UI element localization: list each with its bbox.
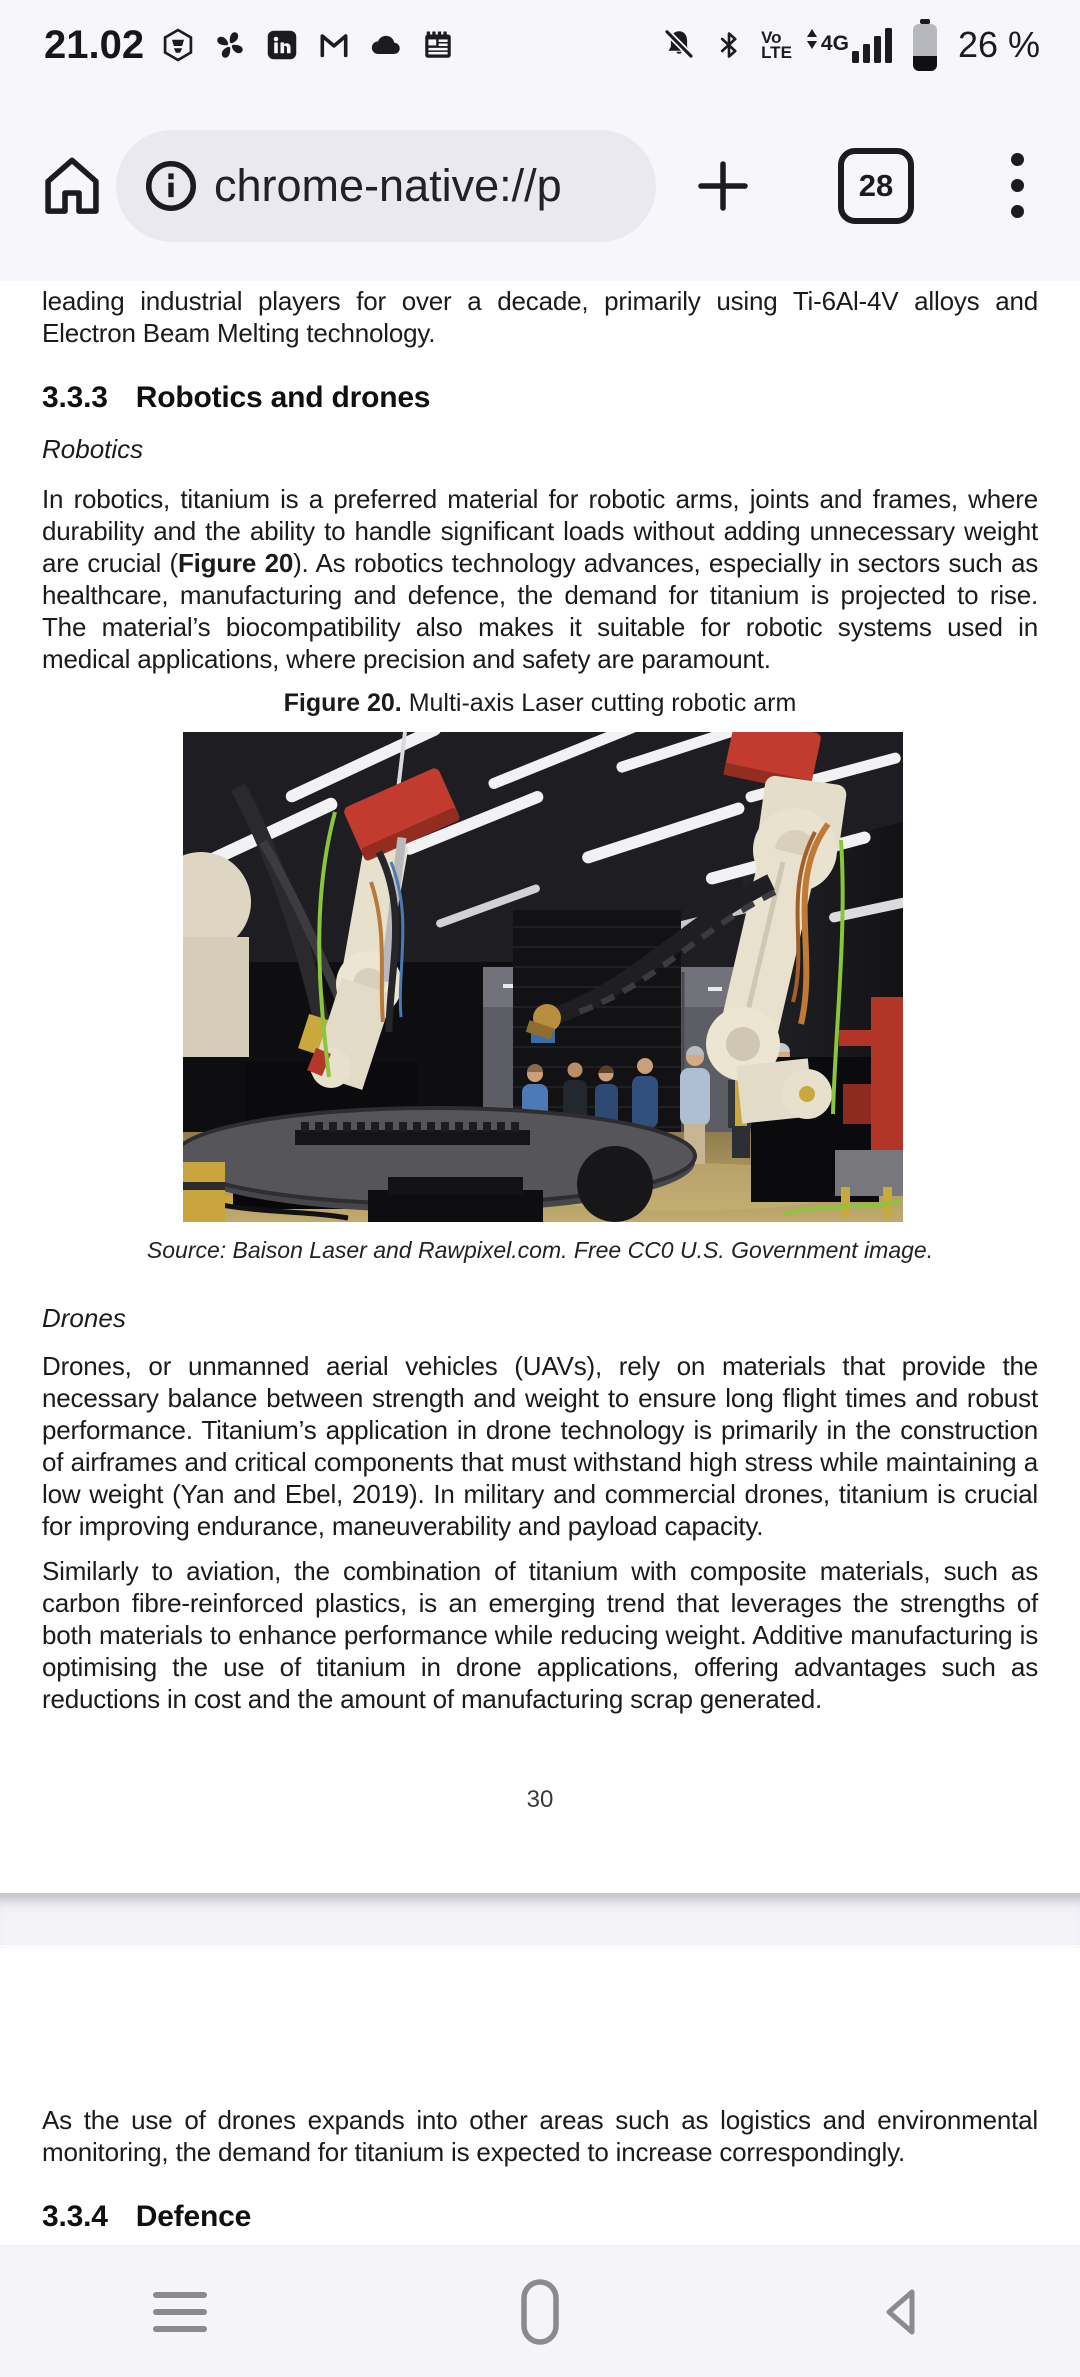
- new-tab-button[interactable]: [688, 151, 758, 221]
- robotics-subheading: Robotics: [42, 434, 144, 464]
- logistics-paragraph: As the use of drones expands into other areas such as logistics and environmental monitoring, the demand for titanium is expected to increase correspondingly.: [42, 2105, 1038, 2167]
- status-bar-right: [661, 17, 1040, 73]
- robotics-paragraph: In robotics, titanium is a preferred material for robotic arms, joints and frames, where durability and the ability to handle significant loads without adding unnecessary weight are crucial (Figure 20). As robotics technology advances, especially in sectors such as healthcare, manufacturing and defence, the demand for titanium is projected to rise. The material’s biocompatibility also makes it suitable for robotic systems used in medical applications, where precision and safety are paramount.: [42, 484, 1039, 674]
- robot-photo-illustration: [183, 732, 903, 1222]
- recents-menu-icon[interactable]: [0, 2246, 360, 2377]
- page-info-icon[interactable]: [142, 157, 200, 215]
- kebab-menu-icon[interactable]: [992, 151, 1042, 221]
- bell-slash-icon: [661, 27, 697, 63]
- intro-paragraph: leading industrial players for over a decade, primarily using Ti-6Al-4V alloys and Electron Beam Melting technology.: [42, 286, 1038, 348]
- pdf-page-1: [0, 281, 1080, 1893]
- cloud-app-icon: [368, 27, 404, 63]
- gmail-app-icon: [316, 27, 352, 63]
- linkedin-app-icon: [264, 27, 300, 63]
- red-machine: [835, 997, 903, 1217]
- page-number: 30: [526, 1786, 554, 1813]
- back-icon[interactable]: [720, 2246, 1080, 2377]
- browser-toolbar: [0, 90, 1080, 282]
- home-pill-icon[interactable]: [360, 2246, 720, 2377]
- home-button[interactable]: [34, 148, 110, 224]
- figure-caption: Figure 20. Multi-axis Laser cutting robotic arm: [283, 689, 797, 717]
- pdf-page-2: [0, 1948, 1080, 2245]
- battery-icon: [908, 17, 942, 73]
- bluetooth-icon: [711, 27, 747, 63]
- omnibox[interactable]: [116, 130, 656, 242]
- drones-paragraph-2: Similarly to aviation, the combination of titanium with composite materials, such as carbon fibre-reinforced plastics, is an emerging trend that leverages the strengths of both materials to enhance performance while reducing weight. Additive manufacturing is optimising the use of titanium in drone applications, offering advantages such as reductions in cost and the amount of manufacturing scrap generated.: [42, 1556, 1038, 1714]
- crypto-hex-app-icon: [160, 27, 196, 63]
- android-nav-bar: [0, 2245, 1080, 2377]
- figure-source: Source: Baison Laser and Rawpixel.com. Free CC0 U.S. Government image.: [146, 1237, 934, 1263]
- drones-subheading: Drones: [42, 1303, 126, 1333]
- volte-indicator: Vo LTE: [761, 28, 792, 62]
- status-bar-left: [44, 23, 456, 68]
- section-heading-333: 3.3.3 Robotics and drones: [42, 381, 431, 414]
- figure-20-photo: [183, 732, 903, 1222]
- network-type-label: 4G: [820, 32, 849, 55]
- tab-switcher-button[interactable]: [838, 148, 914, 224]
- section-heading-334: 3.3.4 Defence: [42, 2200, 252, 2233]
- fan-app-icon: [212, 27, 248, 63]
- news-app-icon: [420, 27, 456, 63]
- clock-text: 21.02: [44, 22, 145, 67]
- page-break-gap: [0, 1893, 1080, 1948]
- signal-bars-icon: [806, 25, 894, 65]
- tab-count-text: 28: [858, 167, 894, 203]
- url-text: chrome-native://p: [214, 159, 562, 211]
- battery-percent-text: 26 %: [957, 24, 1040, 65]
- drones-paragraph-1: Drones, or unmanned aerial vehicles (UAVs), rely on materials that provide the necessary balance between strength and weight to ensure long flight times and robust performance. Titanium’s application in drone technology is primarily in the construction of airframes and critical components that must withstand high stress while maintaining a low weight (Yan and Ebel, 2019). In military and commercial drones, titanium is crucial for improving endurance, maneuverability and payload capacity.: [42, 1351, 1038, 1541]
- status-bar: [0, 0, 1080, 90]
